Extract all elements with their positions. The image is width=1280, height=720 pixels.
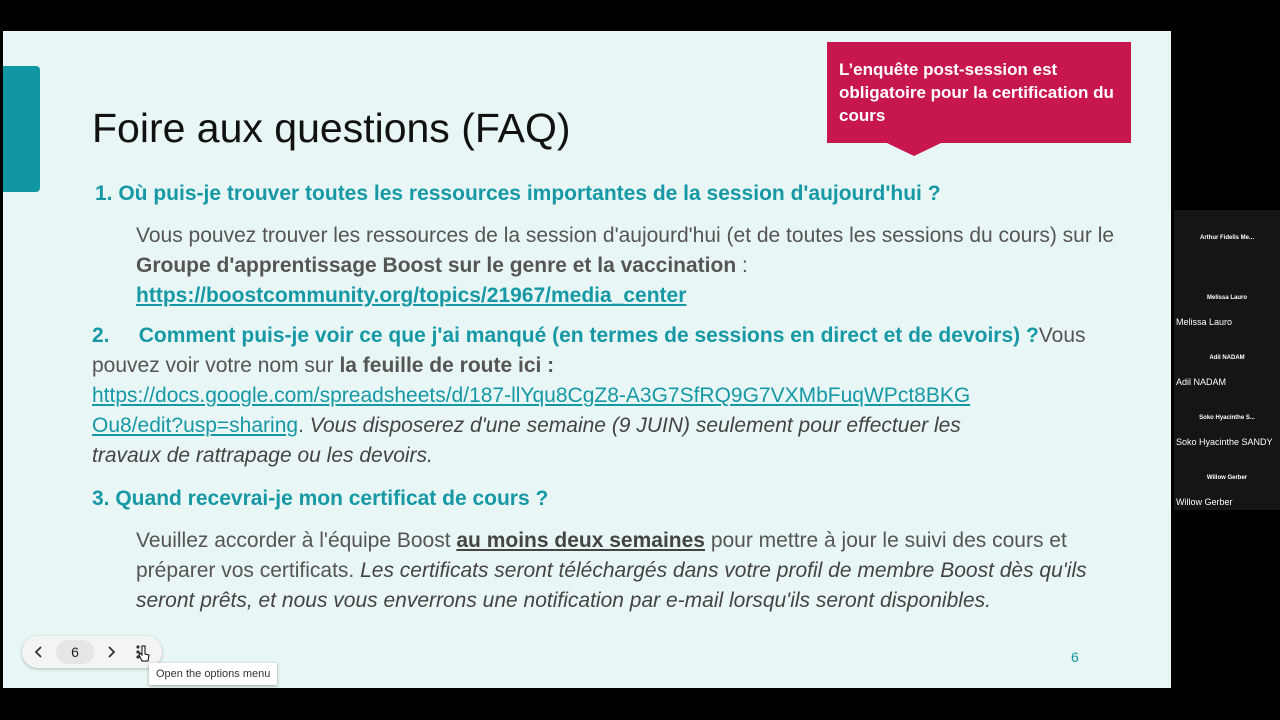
participant-tile[interactable] — [1174, 330, 1280, 390]
answer-2-period: . — [298, 414, 310, 437]
survey-callout: L’enquête post-session est obligatoire pour la certification du cours — [827, 42, 1131, 143]
answer-2-italic-line1: Vous disposerez d'une semaine (9 JUIN) seulement pour effectuer les — [309, 414, 961, 437]
participant-small-name: Soko Hyacinthe S... — [1199, 415, 1255, 421]
answer-2-text: Vous pouvez voir votre nom sur — [92, 324, 1086, 377]
answer-3-text: Veuillez accorder à l'équipe Boost — [136, 529, 457, 552]
accent-bar — [3, 66, 40, 192]
answer-2-italic-line2: travaux de rattrapage ou les devoirs. — [92, 444, 433, 467]
roadmap-sheet-link-line1[interactable]: https://docs.google.com/spreadsheets/d/187-llYqu8CgZ8-A3G7SfRQ9G7VXMbFuqWPct8BKG — [92, 384, 971, 407]
answer-3-underline: au moins deux semaines — [456, 529, 705, 552]
chevron-left-icon[interactable] — [22, 636, 56, 668]
participant-small-name: Willow Gerber — [1206, 475, 1248, 481]
participant-name: Melissa Lauro — [1176, 317, 1233, 327]
participant-tile[interactable] — [1174, 390, 1280, 450]
participant-tile[interactable] — [1174, 450, 1280, 510]
page-number[interactable]: 6 — [56, 640, 94, 664]
answer-1-colon: : — [736, 254, 748, 277]
faq-question-2 — [92, 321, 1152, 381]
participant-small-name: Melissa Lauro — [1206, 295, 1247, 301]
participant-small-name: Arthur Fidelis Me... — [1199, 235, 1254, 241]
participant-tile[interactable] — [1174, 270, 1280, 330]
answer-3-text-2: pour mettre à jour le suivi des cours et préparer vos certificats. — [136, 529, 1067, 582]
boost-community-link[interactable]: https://boostcommunity.org/topics/21967/media_center — [136, 284, 687, 307]
question-2-number: 2. — [92, 324, 110, 347]
slide-number: 6 — [1071, 649, 1079, 665]
participant-name: Adil NADAM — [1176, 377, 1227, 387]
hand-cursor-icon — [138, 645, 150, 665]
roadmap-sheet-link-line2[interactable]: Ou8/edit?usp=sharing — [92, 414, 299, 437]
presentation-slide — [3, 31, 1171, 688]
callout-arrow — [887, 143, 941, 156]
answer-1-bold: Groupe d'apprentissage Boost sur le genre et la vaccination — [136, 254, 737, 277]
faq-answer-1 — [136, 221, 1136, 311]
question-2-text: Comment puis-je voir ce que j'ai manqué (en termes de sessions en direct et de devoirs) ? — [138, 324, 1039, 347]
faq-answer-3 — [136, 526, 1136, 616]
faq-question-1: 1. Où puis-je trouver toutes les ressources importantes de la session d'aujourd'hui ? — [95, 182, 941, 205]
chevron-right-icon[interactable] — [94, 636, 128, 668]
slide-title: Foire aux questions (FAQ) — [92, 105, 571, 151]
faq-answer-2 — [92, 381, 1162, 471]
faq-question-3: 3. Quand recevrai-je mon certificat de cours ? — [92, 487, 549, 510]
options-tooltip: Open the options menu — [149, 663, 277, 685]
participants-panel — [1174, 210, 1280, 510]
participant-name: Soko Hyacinthe SANDY — [1176, 437, 1273, 447]
answer-2-bold: la feuille de route ici : — [339, 354, 555, 377]
participant-small-name: Adil NADAM — [1209, 355, 1245, 361]
participant-name: Willow Gerber — [1176, 497, 1233, 507]
answer-1-text: Vous pouvez trouver les ressources de la session d'aujourd'hui (et de toutes les sessions du cours) sur le — [136, 224, 1115, 247]
answer-3-italic: Les certificats seront téléchargés dans votre profil de membre Boost dès qu'ils seront prêts, et nous vous enverrons une notification par e-mail lorsqu'ils seront disponibles. — [136, 559, 1087, 612]
participant-tile[interactable] — [1174, 210, 1280, 270]
